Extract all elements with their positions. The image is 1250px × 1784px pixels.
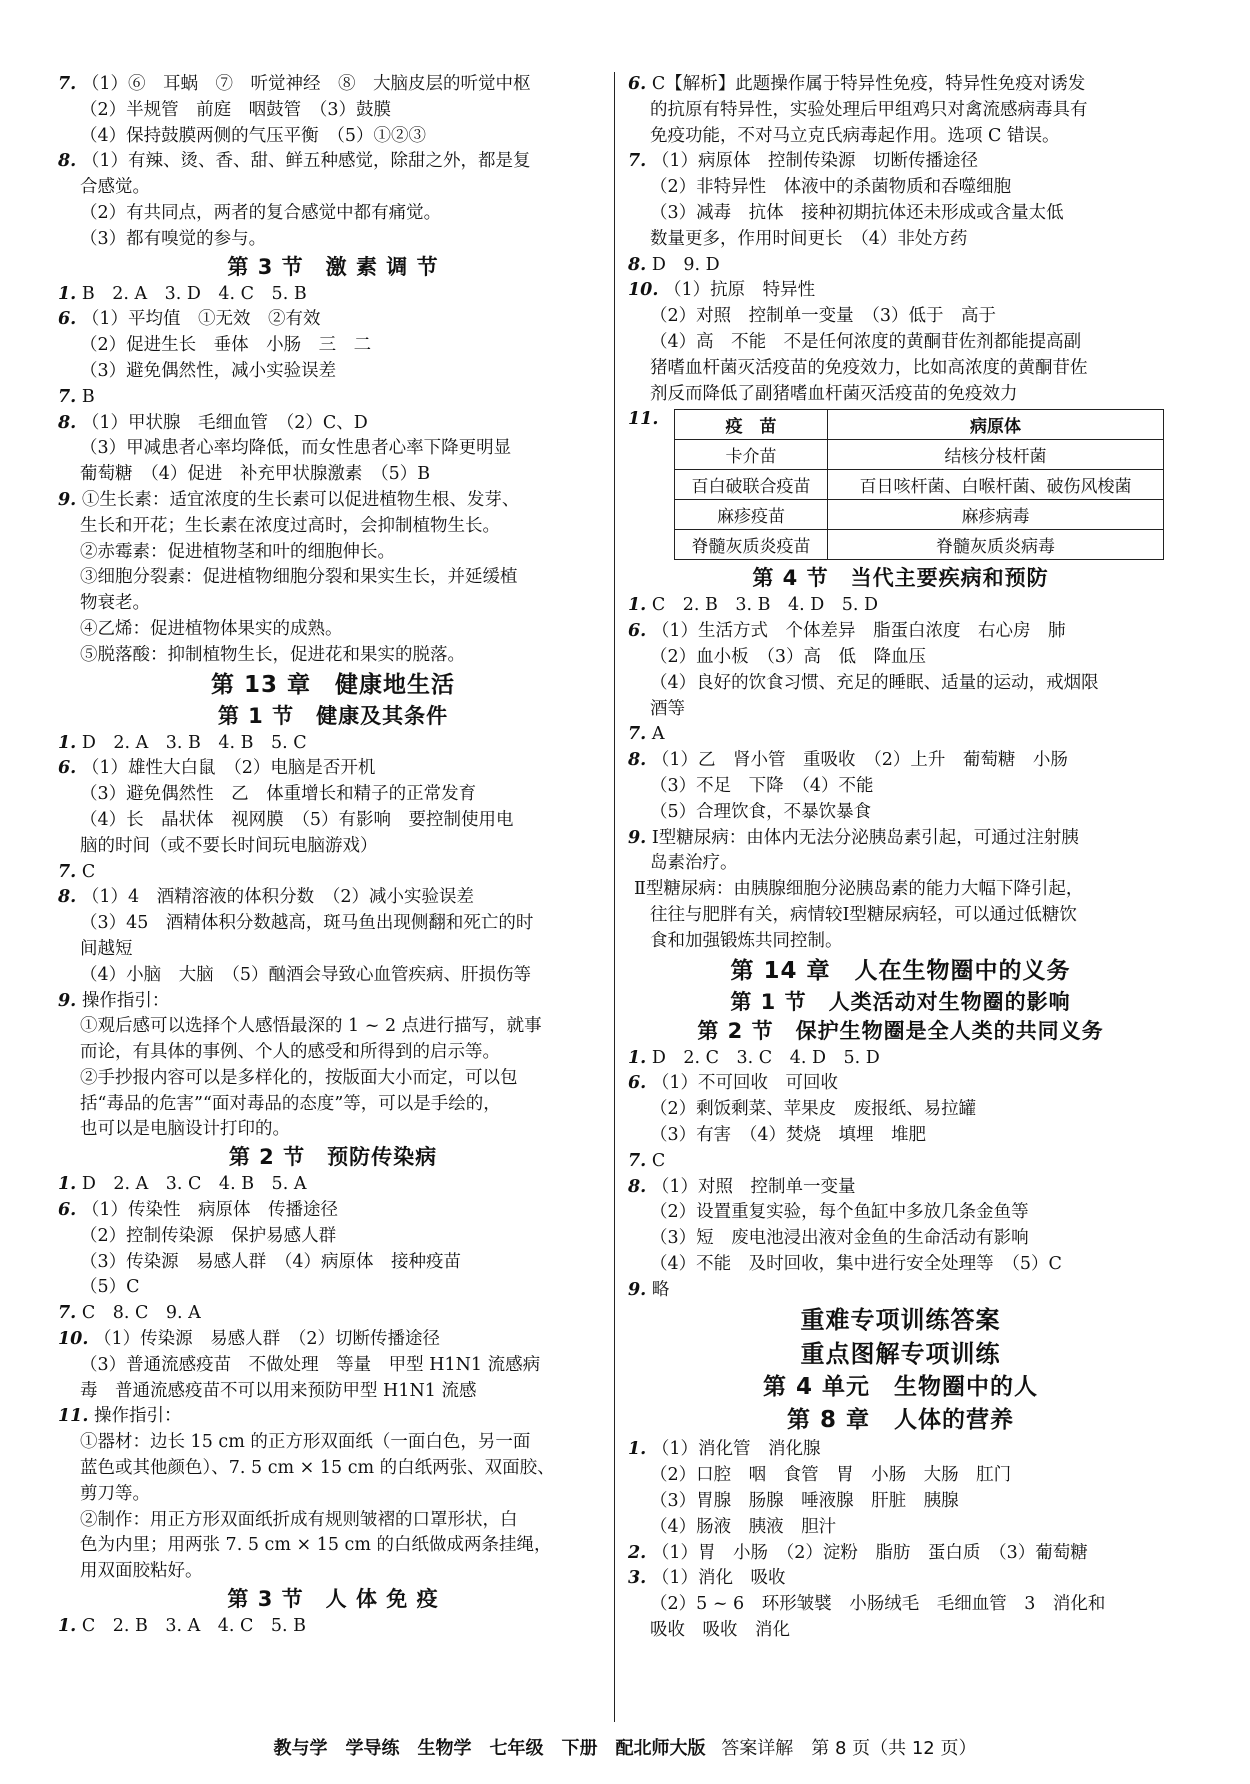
answer-line [58, 1198, 608, 1224]
answer-line: 脑的时间（或不要长时间玩电脑游戏） [80, 835, 378, 856]
answer-text: （1）平均值 ①无效 ②有效 [81, 309, 321, 330]
vaccine-table-block [628, 409, 1173, 560]
answer-text: D 2. C 3. C 4. D 5. D [651, 1047, 880, 1068]
question-number: 1. [628, 595, 647, 616]
answer-text: Ⅰ型糖尿病：由体内无法分泌胰岛素引起，可通过注射胰 [651, 827, 1079, 848]
answer-line: （2）口腔 咽 食管 胃 小肠 大肠 肛门 [650, 1465, 1012, 1486]
question-number: 1. [628, 1047, 647, 1068]
column-divider [614, 72, 615, 1722]
answer-line [58, 756, 608, 782]
answer-line: 往往与肥胖有关，病情较Ⅰ型糖尿病轻，可以通过低糖饮 [650, 904, 1077, 925]
question-number: 1. [58, 283, 77, 304]
table-row [675, 530, 1164, 560]
answer-line: （3）避免偶然性 乙 体重增长和精子的正常发育 [80, 784, 477, 805]
answer-line: （4）长 晶状体 视网膜 （5）有影响 要控制使用电 [80, 809, 514, 830]
answer-line [58, 282, 608, 308]
question-number: 3. [628, 1568, 647, 1589]
answer-text: （1）有辣、烫、香、甜、鲜五种感觉，除甜之外，都是复 [81, 151, 531, 172]
answer-line: 物衰老。 [80, 593, 150, 614]
question-number: 7. [628, 151, 647, 172]
question-number: 10. [628, 280, 659, 301]
answer-line [58, 1327, 608, 1353]
answer-line [58, 149, 608, 175]
answer-line: 蓝色或其他颜色）、7. 5 cm × 15 cm 的白纸两张、双面胶、 [80, 1458, 555, 1479]
answer-line: （2）有共同点，两者的复合感觉中都有痛觉。 [80, 202, 442, 223]
question-number: 6. [58, 309, 77, 330]
answer-line [58, 488, 608, 514]
table-cell: 脊髓灰质炎病毒 [828, 530, 1164, 560]
answer-line: （2）非特异性 体液中的杀菌物质和吞噬细胞 [650, 177, 1012, 198]
answer-text: （1）4 酒精溶液的体积分数 （2）减小实验误差 [81, 887, 475, 908]
question-number: 7. [628, 1150, 647, 1171]
answer-line [628, 1046, 1173, 1072]
answer-line: Ⅱ型糖尿病：由胰腺细胞分泌胰岛素的能力大幅下降引起， [634, 879, 1084, 900]
section-heading: 第 2 节 保护生物圈是全人类的共同义务 [697, 1018, 1104, 1043]
table-cell: 百白破联合疫苗 [675, 470, 828, 500]
answer-line: （4）保持鼓膜两侧的气压平衡 （5）①②③ [80, 125, 427, 146]
question-number: 1. [58, 732, 77, 753]
answer-text: （1）消化管 消化腺 [651, 1439, 821, 1460]
answer-line: （3）有害 （4）焚烧 填埋 堆肥 [650, 1124, 927, 1145]
answer-line: （3）胃腺 肠腺 唾液腺 肝脏 胰腺 [650, 1491, 959, 1512]
answer-line: （3）都有嗅觉的参与。 [80, 228, 267, 249]
question-number: 7. [58, 74, 77, 94]
answer-text: B [81, 386, 95, 407]
answer-line: （3）短 废电池浸出液对金鱼的生命活动有影响 [650, 1228, 1029, 1249]
question-number: 8. [628, 750, 647, 771]
question-number: 9. [58, 489, 77, 510]
table-row [675, 440, 1164, 470]
answer-line: ①器材：边长 15 cm 的正方形双面纸（一面白色，另一面 [80, 1432, 531, 1453]
answer-line: 用双面胶粘好。 [80, 1561, 203, 1582]
answer-text: （1）消化 吸收 [651, 1568, 786, 1589]
answer-text: B 2. A 3. D 4. C 5. B [81, 283, 307, 304]
answer-line [58, 1404, 608, 1430]
table-cell: 麻疹疫苗 [675, 500, 828, 530]
answer-text: C [651, 1150, 666, 1171]
table-header: 病原体 [828, 410, 1164, 440]
answer-line: （2）半规管 前庭 咽鼓管 （3）鼓膜 [80, 99, 392, 120]
answer-line: （4）不能 及时回收，集中进行安全处理等 （5）C [650, 1253, 1062, 1274]
question-number: 8. [58, 412, 77, 433]
answer-line: 剂反而降低了副猪嗜血杆菌灭活疫苗的免疫效力 [650, 383, 1018, 404]
question-number: 8. [628, 254, 647, 275]
section-heading: 第 14 章 人在生物圈中的义务 [730, 957, 1071, 984]
section-heading: 第 2 节 预防传染病 [228, 1145, 438, 1170]
answer-line [58, 1172, 608, 1198]
answer-line [628, 72, 1173, 98]
answer-line: （5）C [80, 1277, 140, 1298]
right-bottom-answers [628, 564, 1173, 1644]
answer-line: 猪嗜血杆菌灭活疫苗的免疫效力，比如高浓度的黄酮苷佐 [650, 357, 1088, 378]
answer-text: （1）生活方式 个体差异 脂蛋白浓度 右心房 肺 [651, 621, 1066, 642]
answer-line: ④乙烯：促进植物体果实的成熟。 [80, 618, 343, 639]
answer-text: ①生长素：适宜浓度的生长素可以促进植物生根、发芽、 [81, 489, 520, 510]
answer-line [628, 826, 1173, 852]
left-column [58, 72, 608, 1640]
answer-line [628, 1541, 1173, 1567]
answer-line: 数量更多，作用时间更长 （4）非处方药 [650, 228, 968, 249]
answer-text: （1）传染源 易感人群 （2）切断传播途径 [94, 1329, 441, 1350]
answer-line [58, 731, 608, 757]
answer-line [628, 593, 1173, 619]
answer-line [628, 619, 1173, 645]
answer-line [58, 885, 608, 911]
answer-line [628, 1437, 1173, 1463]
answer-text: 略 [651, 1279, 670, 1300]
question-number: 6. [58, 1200, 77, 1221]
table-cell: 结核分枝杆菌 [828, 440, 1164, 470]
answer-line: 免疫功能，不对马立克氏病毒起作用。选项 C 错误。 [650, 125, 1060, 146]
answer-line [58, 1301, 608, 1327]
answer-line [628, 748, 1173, 774]
answer-line: （4）小脑 大脑 （5）酗酒会导致心血管疾病、肝损伤等 [80, 964, 532, 985]
question-number: 6. [628, 74, 647, 94]
answer-line: 色为内里；用两张 7. 5 cm × 15 cm 的白纸做成两条挂绳， [80, 1535, 552, 1556]
question-number: 1. [58, 1174, 77, 1195]
answer-line: （5）合理饮食，不暴饮暴食 [650, 801, 872, 822]
answer-text: （1）病原体 控制传染源 切断传播途径 [651, 151, 978, 172]
answer-text: （1）⑥ 耳蜗 ⑦ 听觉神经 ⑧ 大脑皮层的听觉中枢 [81, 74, 531, 94]
answer-text: A [651, 724, 665, 745]
answer-text: （1）甲状腺 毛细血管 （2）C、D [81, 412, 368, 433]
page-footer [0, 1734, 1250, 1760]
answer-line: （4）肠液 胰液 胆汁 [650, 1516, 837, 1537]
section-heading: 第 3 节 人 体 免 疫 [227, 1587, 439, 1612]
section-heading: 第 8 章 人体的营养 [786, 1407, 1015, 1434]
question-number: 7. [628, 724, 647, 745]
question-number: 7. [58, 861, 77, 882]
answer-line [58, 385, 608, 411]
answer-line: （3）不足 下降 （4）不能 [650, 775, 874, 796]
answer-text: （1）不可回收 可回收 [651, 1073, 838, 1094]
question-number: 8. [628, 1176, 647, 1197]
answer-line: （2）剩饭剩菜、苹果皮 废报纸、易拉罐 [650, 1099, 977, 1120]
answer-line: 而论，有具体的事例、个人的感受和所得到的启示等。 [80, 1042, 500, 1063]
table-header: 疫 苗 [675, 410, 828, 440]
question-number: 11. [58, 1406, 89, 1427]
answer-line: ②赤霉素：促进植物茎和叶的细胞伸长。 [80, 541, 395, 562]
answer-line: （3）避免偶然性，减小实验误差 [80, 360, 337, 381]
section-heading: 第 1 节 人类活动对生物圈的影响 [730, 989, 1071, 1014]
answer-line: （3）45 酒精体积分数越高，斑马鱼出现侧翻和死亡的时 [80, 913, 534, 934]
right-column [628, 72, 1173, 1644]
answer-line [628, 1175, 1173, 1201]
answer-text: （1）对照 控制单一变量 [651, 1176, 856, 1197]
answer-line: （2）设置重复实验，每个鱼缸中多放几条金鱼等 [650, 1202, 1029, 1223]
table-row [675, 500, 1164, 530]
table-cell: 麻疹病毒 [828, 500, 1164, 530]
answer-line: ⑤脱落酸：抑制植物生长，促进花和果实的脱落。 [80, 644, 465, 665]
section-heading: 第 13 章 健康地生活 [210, 671, 456, 698]
answer-line [628, 1278, 1173, 1304]
question-number: 1. [628, 1439, 647, 1460]
question-number: 9. [628, 1279, 647, 1300]
answer-line [628, 1149, 1173, 1175]
answer-text: C 8. C 9. A [81, 1303, 201, 1324]
page-number: 答案详解 第 8 页（共 12 页） [721, 1738, 977, 1759]
answer-line: 的抗原有特异性，实验处理后甲组鸡只对禽流感病毒具有 [650, 99, 1088, 120]
answer-line [628, 1071, 1173, 1097]
table-cell: 脊髓灰质炎疫苗 [675, 530, 828, 560]
answer-line [628, 253, 1173, 279]
right-top-answers [628, 72, 1173, 407]
answer-line: 剪刀等。 [80, 1483, 150, 1504]
answer-text: C [81, 861, 96, 882]
question-number: 6. [628, 1073, 647, 1094]
answer-text: C 2. B 3. B 4. D 5. D [651, 595, 879, 616]
answer-line [628, 722, 1173, 748]
answer-line: 食和加强锻炼共同控制。 [650, 930, 843, 951]
answer-line: （3）减毒 抗体 接种初期抗体还未形成或含量太低 [650, 202, 1064, 223]
answer-line: 葡萄糖 （4）促进 补充甲状腺激素 （5）B [80, 464, 431, 485]
answer-line: 间越短 [80, 938, 133, 959]
book-title: 教与学 学导练 生物学 七年级 下册 配北师大版 [273, 1738, 706, 1759]
question-number: 10. [58, 1329, 89, 1350]
question-number: 9. [58, 990, 77, 1011]
section-heading: 重点图解专项训练 [800, 1340, 1001, 1369]
answer-line [58, 72, 608, 98]
answer-line [58, 307, 608, 333]
answer-line: （2）对照 控制单一变量 （3）低于 高于 [650, 306, 997, 327]
answer-line: ②手抄报内容可以是多样化的，按版面大小而定，可以包 [80, 1067, 518, 1088]
answer-line: 生长和开花；生长素在浓度过高时，会抑制植物生长。 [80, 515, 500, 536]
answer-line [58, 411, 608, 437]
answer-line: 毒 普通流感疫苗不可以用来预防甲型 H1N1 流感 [80, 1380, 477, 1401]
answer-line: （3）传染源 易感人群 （4）病原体 接种疫苗 [80, 1251, 462, 1272]
answer-line: 括“毒品的危害”“面对毒品的态度”等，可以是手绘的， [80, 1093, 501, 1114]
table-cell: 卡介苗 [675, 440, 828, 470]
question-number: 11. [628, 409, 659, 430]
answer-line [628, 149, 1173, 175]
answer-text: 操作指引： [94, 1406, 182, 1427]
answer-line: （2）血小板 （3）高 低 降血压 [650, 646, 927, 667]
section-heading: 第 1 节 健康及其条件 [217, 703, 449, 728]
question-number: 2. [628, 1542, 647, 1563]
question-number: 6. [628, 621, 647, 642]
vaccine-table [674, 409, 1164, 560]
answer-line: ①观后感可以选择个人感悟最深的 1 ~ 2 点进行描写，就事 [80, 1016, 542, 1037]
section-heading: 第 3 节 激 素 调 节 [227, 254, 439, 279]
answer-text: D 9. D [651, 254, 720, 275]
answer-line [628, 1566, 1173, 1592]
answer-line: 也可以是电脑设计打印的。 [80, 1119, 290, 1140]
answer-line: （4）高 不能 不是任何浓度的黄酮苷佐剂都能提高副 [650, 331, 1082, 352]
answer-text: D 2. A 3. B 4. B 5. C [81, 732, 307, 753]
answer-text: （1）胃 小肠 （2）淀粉 脂肪 蛋白质 （3）葡萄糖 [651, 1542, 1088, 1563]
answer-line [58, 989, 608, 1015]
answer-line: 合感觉。 [80, 177, 150, 198]
answer-text: （1）乙 肾小管 重吸收 （2）上升 葡萄糖 小肠 [651, 750, 1068, 771]
question-number: 7. [58, 386, 77, 407]
table-row [675, 470, 1164, 500]
question-number: 7. [58, 1303, 77, 1324]
answer-line [58, 860, 608, 886]
section-heading: 第 4 节 当代主要疾病和预防 [752, 566, 1049, 591]
answer-line: （2）促进生长 垂体 小肠 三 二 [80, 335, 372, 356]
answer-line: 酒等 [650, 698, 685, 719]
answer-text: （1）抗原 特异性 [664, 280, 816, 301]
answer-line [58, 1614, 608, 1640]
answer-line: （2）控制传染源 保护易感人群 [80, 1225, 337, 1246]
answer-line: （4）良好的饮食习惯、充足的睡眠、适量的运动，戒烟限 [650, 672, 1099, 693]
question-number: 8. [58, 151, 77, 172]
answer-line: 岛素治疗。 [650, 853, 738, 874]
answer-line: ②制作：用正方形双面纸折成有规则皱褶的口罩形状，白 [80, 1509, 518, 1530]
answer-text: C【解析】此题操作属于特异性免疫，特异性免疫对诱发 [651, 74, 1086, 94]
question-number: 6. [58, 758, 77, 779]
answer-text: （1）雄性大白鼠 （2）电脑是否开机 [81, 758, 376, 779]
question-number: 8. [58, 887, 77, 908]
answer-text: C 2. B 3. A 4. C 5. B [81, 1616, 307, 1637]
answer-line [628, 278, 1173, 304]
question-number: 1. [58, 1616, 77, 1637]
answer-text: （1）传染性 病原体 传播途径 [81, 1200, 338, 1221]
answer-line: （3）普通流感疫苗 不做处理 等量 甲型 H1N1 流感病 [80, 1354, 541, 1375]
table-cell: 百日咳杆菌、白喉杆菌、破伤风梭菌 [828, 470, 1164, 500]
answer-line: ③细胞分裂素：促进植物细胞分裂和果实生长，并延缓植 [80, 567, 518, 588]
answer-line: 吸收 吸收 消化 [650, 1620, 790, 1641]
answer-line: （2）5 ~ 6 环形皱襞 小肠绒毛 毛细血管 3 消化和 [650, 1594, 1106, 1615]
answer-text: D 2. A 3. C 4. B 5. A [81, 1174, 307, 1195]
section-heading: 第 4 单元 生物圈中的人 [762, 1374, 1039, 1401]
section-heading: 重难专项训练答案 [800, 1306, 1001, 1335]
answer-line: （3）甲减患者心率均降低，而女性患者心率下降更明显 [80, 438, 512, 459]
answer-text: 操作指引： [81, 990, 170, 1011]
question-number: 9. [628, 827, 647, 848]
